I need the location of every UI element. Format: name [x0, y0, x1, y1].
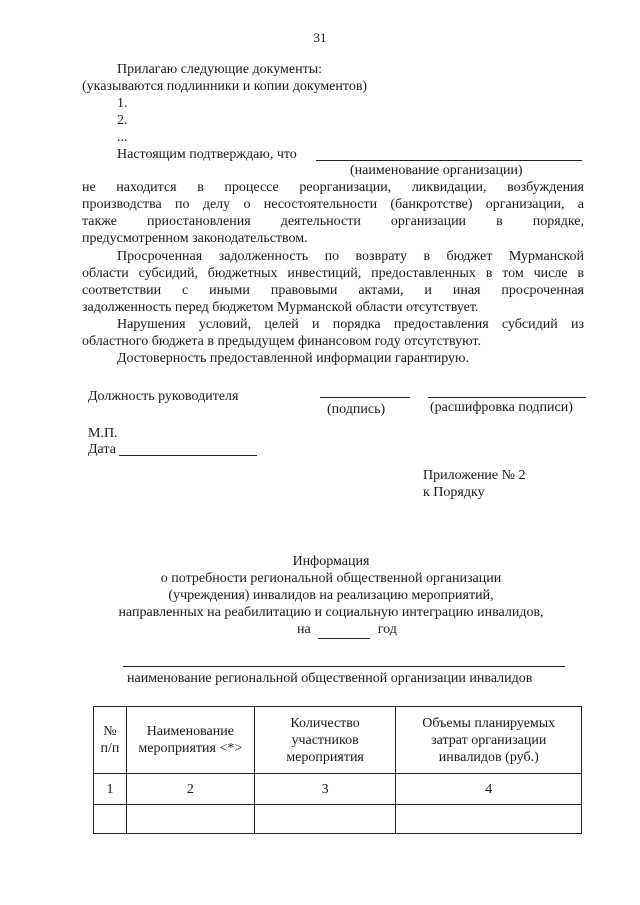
- confirm-line-1: не находится в процессе реорганизации, ликвидации, возбуждения: [82, 180, 584, 195]
- attached-item-3: ...: [117, 130, 128, 145]
- info-line-3: направленных на реабилитацию и социальную интеграцию инвалидов,: [118, 605, 544, 620]
- info-year-prefix: на: [297, 622, 311, 637]
- table-cell: 1: [94, 774, 127, 805]
- position-label: Должность руководителя: [88, 389, 239, 404]
- violations-line-2: областного бюджета в предыдущем финансовом году отсутствуют.: [82, 334, 481, 349]
- signature-caption: (подпись): [327, 402, 386, 417]
- table-cell[interactable]: [94, 805, 127, 834]
- info-year-suffix: год: [377, 622, 397, 637]
- signature-decode-caption: (расшифровка подписи): [430, 400, 573, 415]
- info-line-1: о потребности региональной общественной организации: [160, 571, 502, 586]
- table-cell: 2: [126, 774, 254, 805]
- debt-line-3: соответствии с иными правовыми актами, и иная просроченная: [82, 283, 584, 298]
- date-label: Дата: [88, 442, 116, 457]
- signature-line: [320, 397, 410, 398]
- info-year-blank: [318, 621, 370, 639]
- info-org-caption: наименование региональной общественной организации инвалидов: [127, 671, 533, 686]
- attached-heading: Прилагаю следующие документы:: [117, 62, 323, 77]
- table-cell[interactable]: [254, 805, 396, 834]
- stamp-label: М.П.: [88, 426, 118, 441]
- debt-line-4: задолженность перед бюджетом Мурманской области отсутствует.: [82, 300, 479, 315]
- confirm-line-4: предусмотренном законодательством.: [82, 231, 308, 246]
- header-event-name: Наименование мероприятия <*>: [126, 707, 254, 774]
- attached-item-1: 1.: [117, 96, 128, 111]
- info-org-line: [123, 666, 565, 667]
- violations-line-1: Нарушения условий, целей и порядка предоставления субсидий из: [117, 317, 584, 332]
- header-costs: Объемы планируемых затрат организации инвалидов (руб.): [396, 707, 582, 774]
- table-cell: 4: [396, 774, 582, 805]
- debt-line-2: области субсидий, бюджетных инвестиций, предоставленных в том числе в: [82, 266, 584, 281]
- header-number: № п/п: [94, 707, 127, 774]
- confirm-line-2: производства по делу о несостоятельности (банкротстве) организации, а: [82, 197, 584, 212]
- date-line: [119, 455, 257, 456]
- page-number: 31: [313, 30, 327, 45]
- appendix-line-2: к Порядку: [423, 485, 485, 500]
- confirm-lead: Настоящим подтверждаю, что: [117, 147, 297, 162]
- org-name-caption: (наименование организации): [350, 163, 523, 178]
- guarantee-text: Достоверность предоставленной информации гарантирую.: [117, 351, 470, 366]
- info-line-2: (учреждения) инвалидов на реализацию мероприятий,: [168, 588, 494, 603]
- table-row: [94, 805, 582, 834]
- org-name-line: [316, 160, 582, 161]
- header-participants: Количество участников мероприятия: [254, 707, 396, 774]
- table-header-row: [94, 707, 582, 774]
- debt-line-1: Просроченная задолженность по возврату в бюджет Мурманской: [117, 249, 584, 264]
- table-cell[interactable]: [396, 805, 582, 834]
- table-row: [94, 774, 582, 805]
- appendix-line-1: Приложение № 2: [423, 468, 526, 483]
- info-table: [93, 706, 582, 834]
- info-year-row: [297, 621, 397, 639]
- table-cell: 3: [254, 774, 396, 805]
- attached-note: (указываются подлинники и копии документов): [82, 79, 368, 94]
- confirm-line-3: также приостановления деятельности организации в порядке,: [82, 214, 584, 229]
- info-title: Информация: [292, 554, 370, 569]
- table-cell[interactable]: [126, 805, 254, 834]
- attached-item-2: 2.: [117, 113, 128, 128]
- signature-decode-line: [428, 397, 586, 398]
